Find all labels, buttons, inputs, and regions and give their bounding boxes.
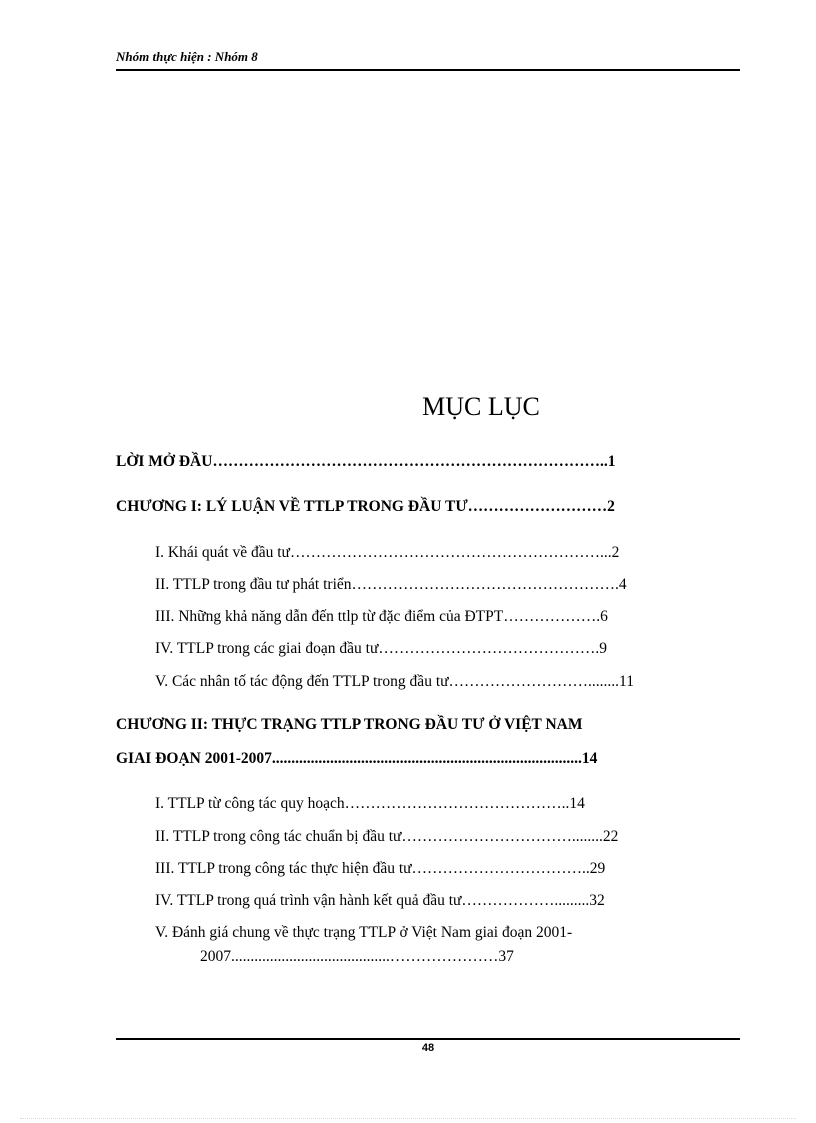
toc-c1-item: I. Khái quát về đầu tư……………………………………………………...2 [155,544,620,561]
toc-c2-item: II. TTLP trong công tác chuẩn bị đầu tư……………………………........22 [155,828,619,845]
header-rule [116,69,740,71]
toc-c1-item: IV. TTLP trong các giai đoạn đầu tư…………………………………….9 [155,640,607,657]
page-header: Nhóm thực hiện : Nhóm 8 [116,49,258,64]
toc-c2-item-v-line2: 2007.........................................…………………37 [200,948,514,965]
toc-c1-item: V. Các nhân tố tác động đến TTLP trong đầu tư………………………........11 [155,673,634,690]
toc-title: MỤC LỤC [422,392,540,421]
toc-c2-item: I. TTLP từ công tác quy hoạch……………………………………..14 [155,795,585,812]
page-number: 48 [421,1042,435,1054]
toc-chapter-2-line2: GIAI ĐOẠN 2001-2007................................................................................14 [116,750,598,767]
page-bottom-border [20,1118,796,1119]
toc-c2-item: III. TTLP trong công tác thực hiện đầu tư……………………………..29 [155,860,606,877]
toc-loi-mo-dau: LỜI MỞ ĐẦU…………………………………………………………………..1 [116,453,616,470]
toc-chapter-1: CHƯƠNG I: LÝ LUẬN VỀ TTLP TRONG ĐẦU TƯ………………………2 [116,498,615,515]
toc-c1-item: II. TTLP trong đầu tư phát triển…………………………………………….4 [155,576,627,593]
toc-c2-item: IV. TTLP trong quá trình vận hành kết quả đầu tư……………….........32 [155,892,605,909]
toc-c2-item-v-line1: V. Đánh giá chung về thực trạng TTLP ở Việt Nam giai đoạn 2001- [155,924,573,941]
footer-rule [116,1038,740,1040]
toc-chapter-2-line1: CHƯƠNG II: THỰC TRẠNG TTLP TRONG ĐẦU TƯ Ở VIỆT NAM [116,716,583,733]
toc-c1-item: III. Những khả năng dẫn đến ttlp từ đặc điểm của ĐTPT……………….6 [155,608,608,625]
